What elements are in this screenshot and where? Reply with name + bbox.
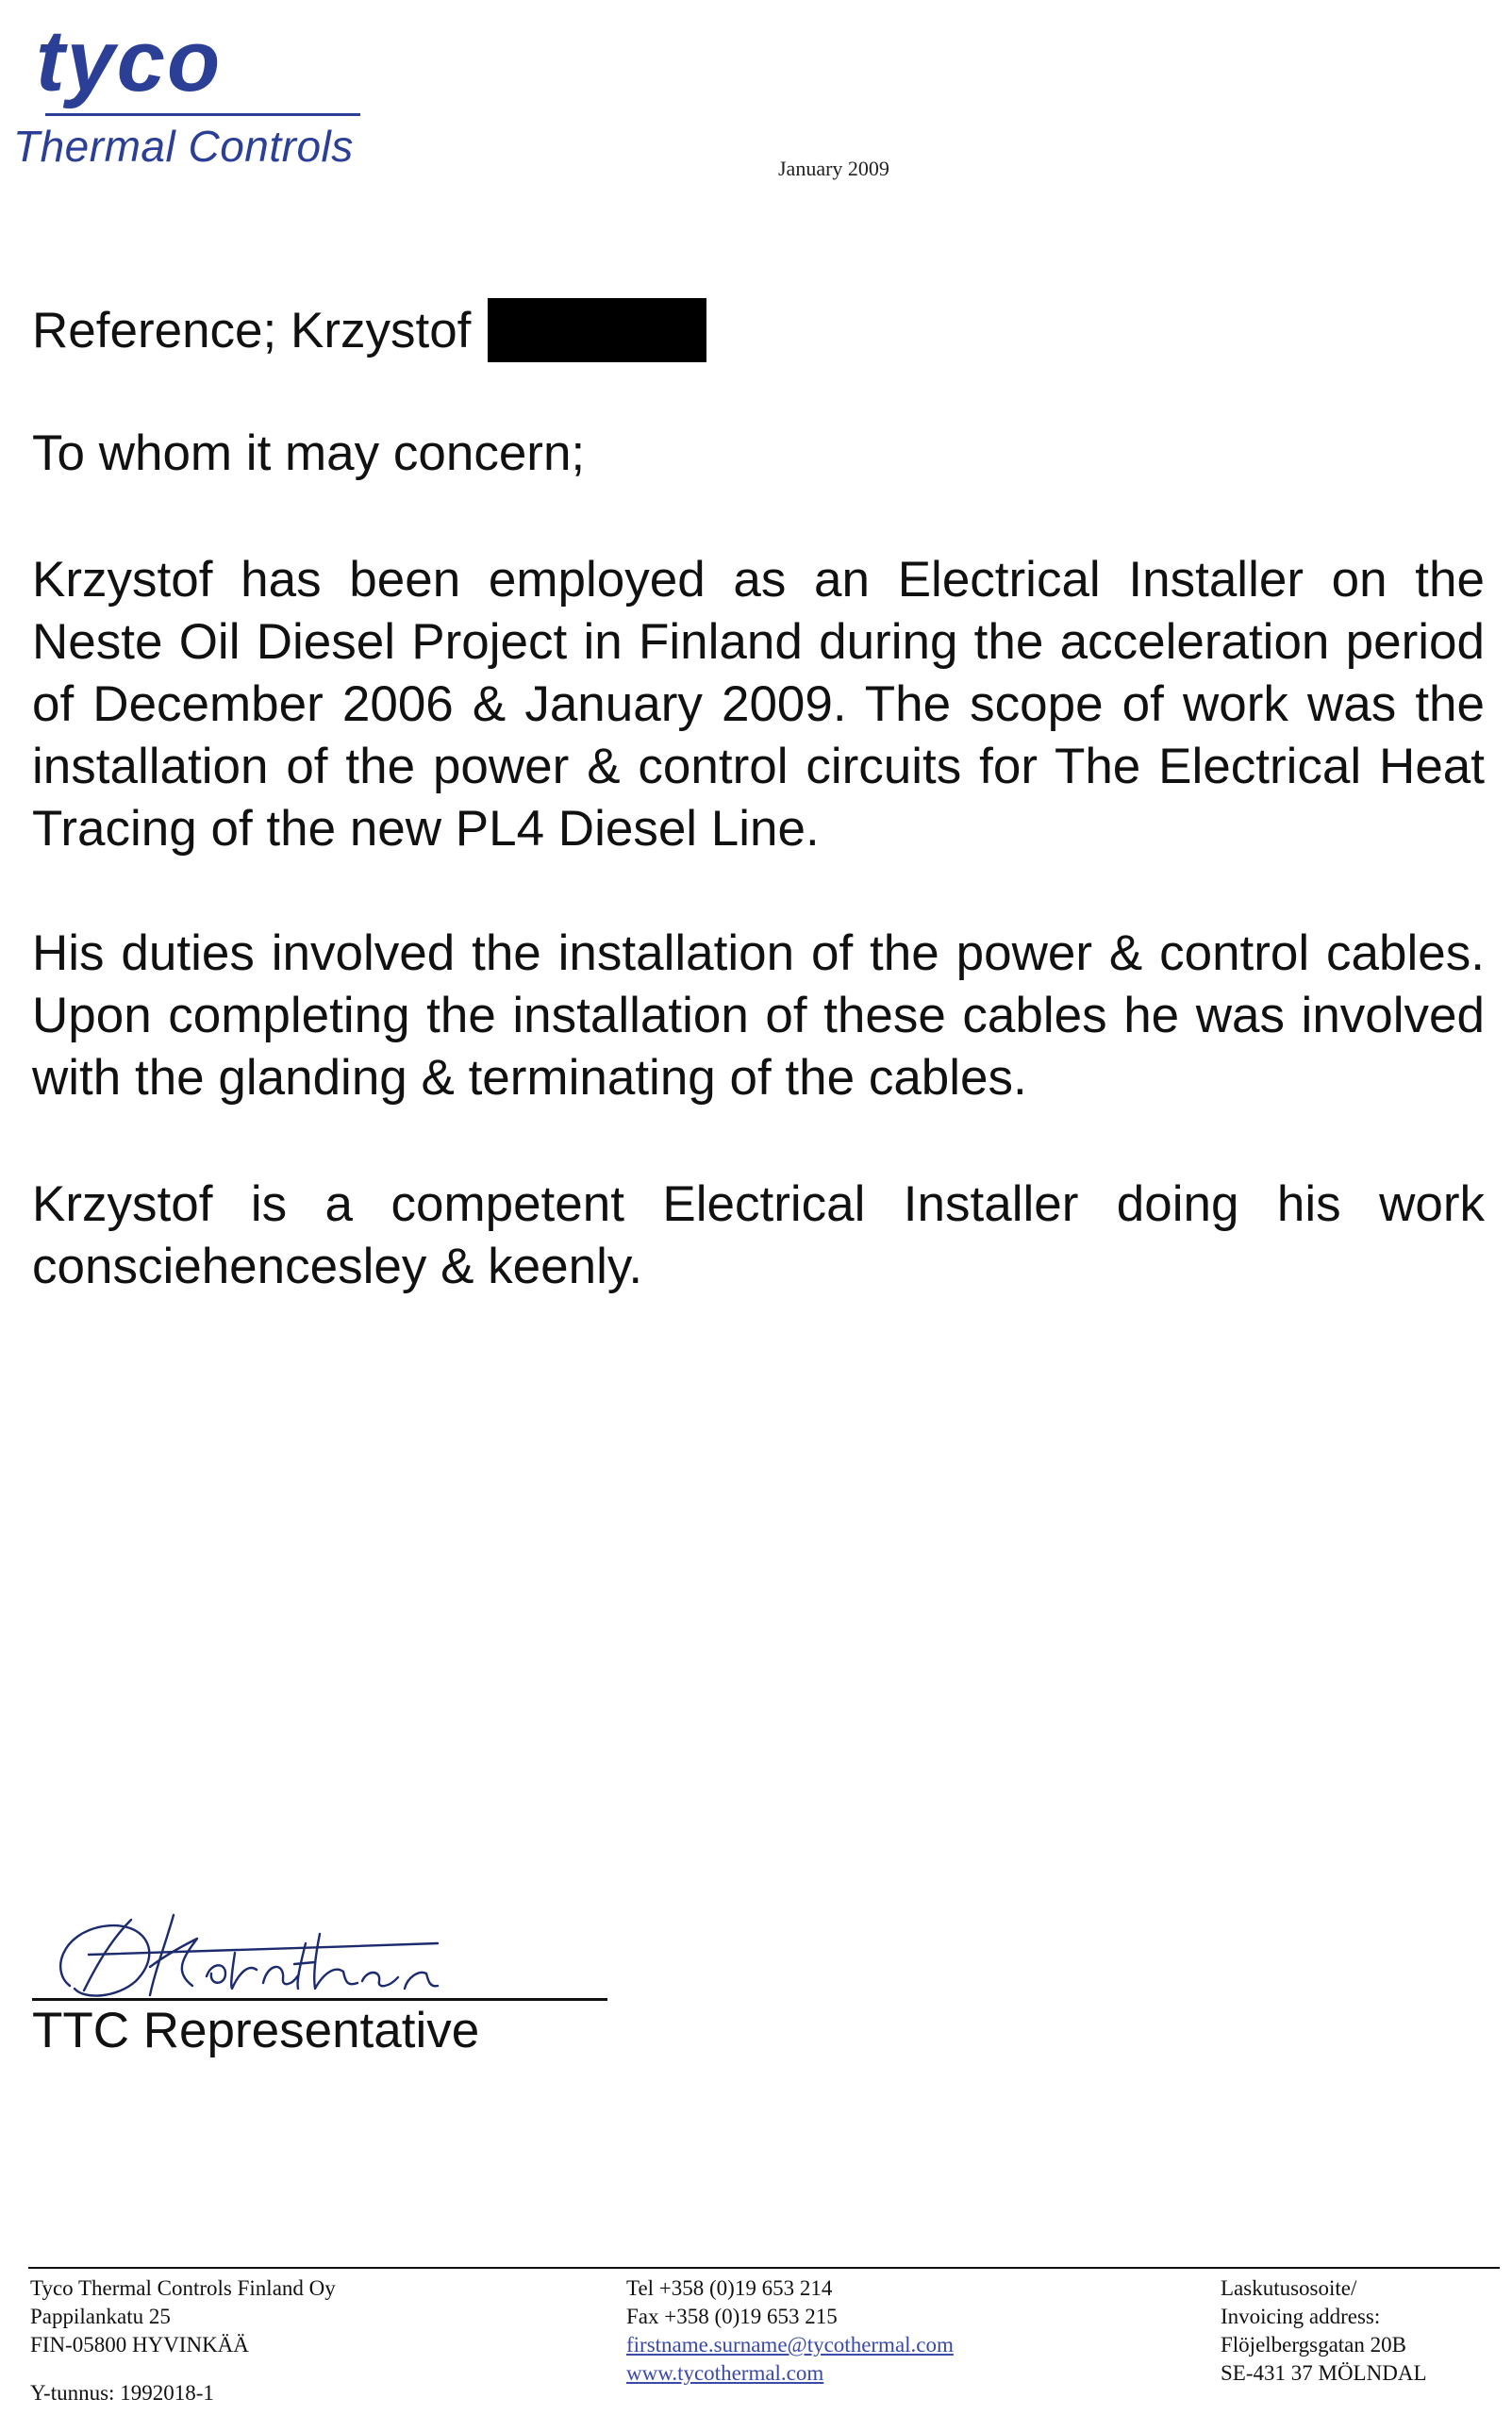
body-paragraph-2: His duties involved the installation of the power & control cables. Upon completing the installation of these cables he was involved with the glanding & terminating of the cables. bbox=[32, 925, 1485, 1106]
footer-invoicing-label-1: Laskutusosoite/ bbox=[1221, 2276, 1357, 2300]
footer-company-name: Tyco Thermal Controls Finland Oy bbox=[30, 2276, 336, 2300]
footer-invoicing-city: SE-431 37 MÖLNDAL bbox=[1221, 2361, 1427, 2385]
signatory-title: TTC Representative bbox=[32, 2003, 480, 2058]
footer-fax: Fax +358 (0)19 653 215 bbox=[626, 2305, 838, 2328]
logo-divider bbox=[45, 113, 360, 116]
footer-contact bbox=[626, 2274, 954, 2388]
body-paragraph-1: Krzystof has been employed as an Electrical Installer on the Neste Oil Diesel Project in Finland during the acceleration period of December 2006 & January 2009. The scope of work was the installation of the power & control circuits for The Electrical Heat Tracing of the new PL4 Diesel Line. bbox=[32, 552, 1485, 857]
salutation: To whom it may concern; bbox=[32, 425, 586, 481]
reference-label: Reference; Krzystof bbox=[32, 302, 472, 358]
footer-website-link[interactable]: www.tycothermal.com bbox=[626, 2361, 824, 2385]
footer-invoicing-street: Flöjelbergsgatan 20B bbox=[1221, 2333, 1406, 2357]
company-logo bbox=[32, 21, 372, 115]
footer-divider bbox=[28, 2267, 1500, 2269]
logo-division-name: Thermal Controls bbox=[13, 122, 354, 171]
handwritten-signature bbox=[32, 1896, 466, 2014]
body-paragraph-3: Krzystof is a competent Electrical Installer doing his work consciehencesley & keenly. bbox=[32, 1176, 1485, 1294]
logo-wordmark: tyco bbox=[36, 21, 223, 109]
footer-business-id: Y-tunnus: 1992018-1 bbox=[30, 2381, 214, 2405]
signature-icon bbox=[32, 1896, 466, 2009]
footer-company-city: FIN-05800 HYVINKÄÄ bbox=[30, 2333, 249, 2357]
signature-line bbox=[32, 1998, 607, 2001]
tyco-logo-icon bbox=[32, 21, 343, 115]
footer-company-address bbox=[30, 2274, 336, 2359]
footer-invoicing-label-2: Invoicing address: bbox=[1221, 2305, 1381, 2328]
footer-company-street: Pappilankatu 25 bbox=[30, 2305, 171, 2328]
redaction-block bbox=[488, 298, 706, 362]
footer-phone: Tel +358 (0)19 653 214 bbox=[626, 2276, 833, 2300]
letter-date: January 2009 bbox=[778, 157, 889, 180]
footer-invoicing-address bbox=[1221, 2274, 1427, 2388]
footer-email-link[interactable]: firstname.surname@tycothermal.com bbox=[626, 2333, 954, 2357]
reference-line bbox=[32, 298, 706, 362]
